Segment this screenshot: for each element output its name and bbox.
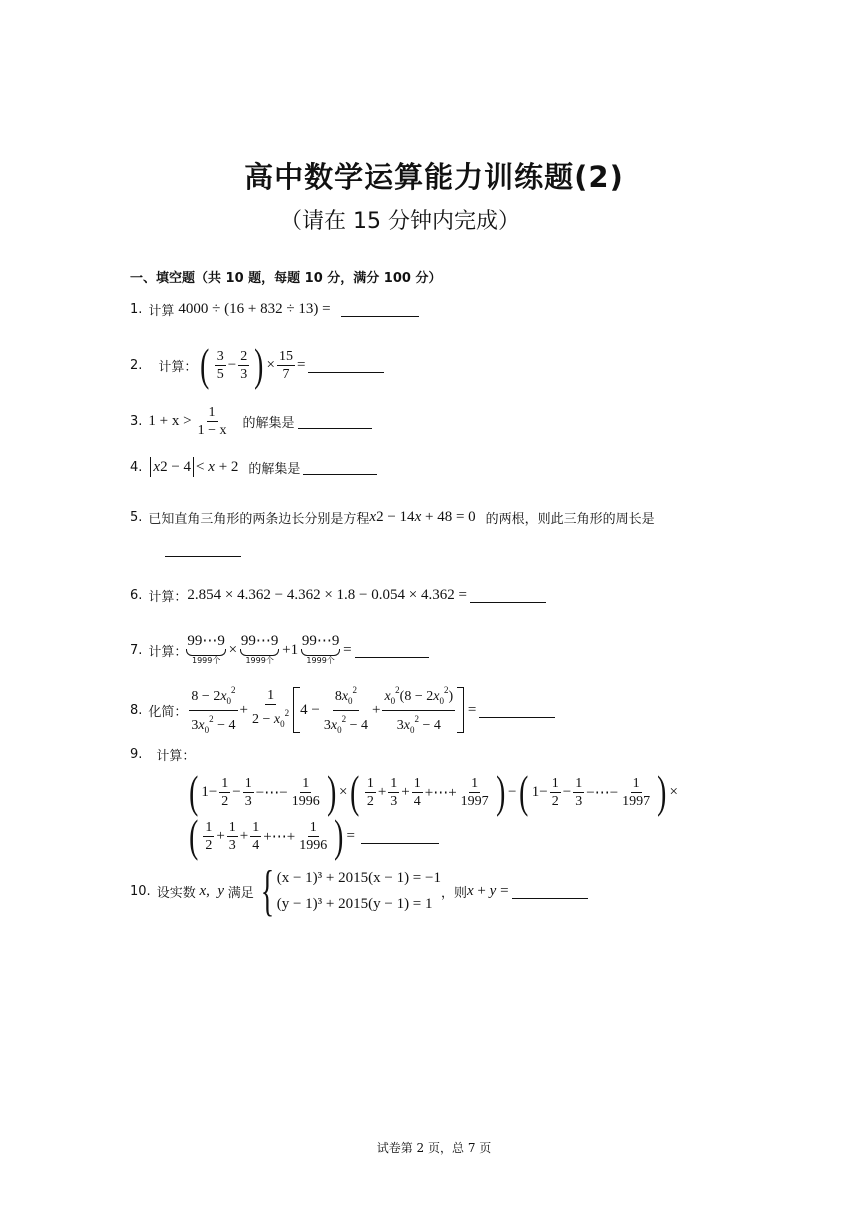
question-number: 2.: [130, 357, 143, 373]
question-number: 3.: [130, 414, 143, 429]
page-title: 高中数学运算能力训练题(2): [244, 160, 624, 194]
question-2: 2. 计算： ( $\frac{3}{5}$ − $\frac{2}{3}$ ) × $\frac{15}{7}$ =: [130, 345, 384, 385]
answer-blank[interactable]: [298, 414, 372, 429]
question-number: 4.: [130, 459, 143, 475]
question-text: 已知直角三角形的两条边长分别是方程: [148, 512, 370, 527]
question-10: 10. 设实数 x , y 满足 { (x − 1)³ + 2015(x − 1) = −1 (y − 1)³ + 2015(y − 1) = 1 ，则 x + y =: [130, 865, 588, 917]
question-number: 8.: [130, 702, 143, 718]
question-3: [130, 404, 372, 439]
answer-blank[interactable]: [470, 588, 546, 603]
underbrace-nines: 99⋯9 1999个: [240, 633, 279, 665]
question-5: 5. 已知直角三角形的两条边长分别是方程 x 2 − 14 x + 48 = 0 的两根，则此三角形的周长是: [130, 509, 655, 527]
question-label: 计算：: [148, 644, 188, 660]
question-text: 的解集是: [248, 461, 301, 477]
expression: 2.854 × 4.362 − 4.362 × 1.8 − 0.054 × 4.362 =: [187, 587, 467, 603]
answer-blank[interactable]: [308, 358, 384, 373]
question-text: 的解集是: [242, 416, 295, 431]
question-9-line-2: ( $\frac{1}{2}$ + $\frac{1}{3}$ + $\frac{1}{4}$ +⋯+ $\frac{1}{1996}$ ) =: [186, 816, 439, 856]
fraction: $\frac{3}{5}$: [216, 348, 224, 382]
fraction: $\frac{1}{1 - x}$: [197, 405, 227, 438]
fraction: $\frac{2}{3}$: [240, 348, 248, 382]
question-number: 9.: [130, 747, 143, 762]
question-5-answer: [162, 542, 241, 557]
question-label: 计算：: [148, 590, 188, 605]
page-subtitle: （请在 15 分钟内完成）: [280, 209, 520, 234]
question-number: 10.: [130, 883, 151, 899]
bracket-close: [457, 687, 464, 733]
abs-bar: [193, 457, 194, 477]
abs-bar: [150, 457, 151, 477]
question-6: [130, 586, 546, 605]
page-footer: 试卷第 2 页，总 7 页: [376, 1141, 492, 1155]
answer-blank[interactable]: [512, 884, 588, 899]
fraction: $\frac{8 - 2x_0^2}{3x_0^2 - 4}$: [189, 682, 237, 739]
question-number: 1.: [130, 302, 143, 317]
underbrace-nines: 99⋯9 1999个: [301, 633, 340, 665]
question-label: 计算: [148, 304, 175, 319]
answer-blank[interactable]: [479, 703, 555, 718]
fraction: $\frac{15}{7}$: [279, 348, 294, 382]
fraction: $\frac{x_0^2(8 - 2x_0^2)}{3x_0^2 - 4}$: [382, 682, 455, 739]
question-label: 化简：: [148, 704, 188, 720]
question-text: 满足: [227, 885, 254, 901]
answer-blank[interactable]: [165, 542, 241, 557]
question-7: 7. 计算： 99⋯9 1999个 × 99⋯9 1999个 +1 99⋯9 1999个 =: [130, 634, 429, 666]
question-9: [130, 745, 195, 764]
paren-open: (: [200, 339, 210, 390]
question-label: 计算：: [156, 749, 196, 764]
expression: 1 + x >: [148, 413, 192, 429]
answer-blank[interactable]: [361, 829, 439, 844]
underbrace-nines: 99⋯9 1999个: [187, 633, 225, 665]
question-number: 6.: [130, 588, 143, 603]
expression: 4000 ÷ (16 + 832 ÷ 13) =: [178, 301, 331, 317]
question-8: 8. 化简： $\frac{8 - 2x_0^2}{3x_0^2 - 4}$ + $\frac{1}{2 - x_0^2}$ 4 − $\frac{8x_0^2}{3x_0^2 - 4}$ + $\frac{x_0^2(8 - 2x_0^2)}{3x_0^2 - 4}$ =: [130, 682, 555, 739]
question-number: 7.: [130, 642, 143, 658]
answer-blank[interactable]: [341, 302, 419, 317]
question-4: 4. x 2 − 4 < x + 2 的解集是: [130, 457, 377, 477]
paren-close: ): [254, 339, 264, 390]
answer-blank[interactable]: [355, 643, 429, 658]
fraction: $\frac{1}{2 - x_0^2}$: [252, 688, 290, 730]
fraction: $\frac{8x_0^2}{3x_0^2 - 4}$: [322, 682, 370, 739]
section-heading: 一、填空题（共 10 题，每题 10 分，满分 100 分）: [130, 271, 442, 286]
question-text: 的两根，则此三角形的周长是: [485, 512, 655, 527]
question-label: 计算：: [158, 359, 198, 375]
equation-2: (y − 1)³ + 2015(y − 1) = 1: [276, 896, 433, 912]
question-text: 设实数: [156, 885, 196, 901]
equation-1: (x − 1)³ + 2015(x − 1) = −1: [276, 870, 441, 886]
question-number: 5.: [130, 510, 143, 525]
equation-system: { (x − 1)³ + 2015(x − 1) = −1 (y − 1)³ + 2015(y − 1) = 1: [260, 860, 441, 922]
question-text: ，则: [440, 885, 467, 901]
question-1: [130, 300, 419, 319]
question-9-line-1: ( 1− $\frac{1}{2}$ − $\frac{1}{3}$ −⋯− $\frac{1}{1996}$ ) × ( $\frac{1}{2}$ + $\frac{1}{3}$ + $\frac{1}{4}$ +⋯+ $\frac{1}{1997}$ ) − ( 1− $\frac{1}{2}$ − $\frac{1}{3}$ −⋯− $\frac{1}{1997}$ ) ×: [189, 766, 678, 817]
answer-blank[interactable]: [303, 460, 377, 475]
bracket-open: [293, 687, 300, 733]
